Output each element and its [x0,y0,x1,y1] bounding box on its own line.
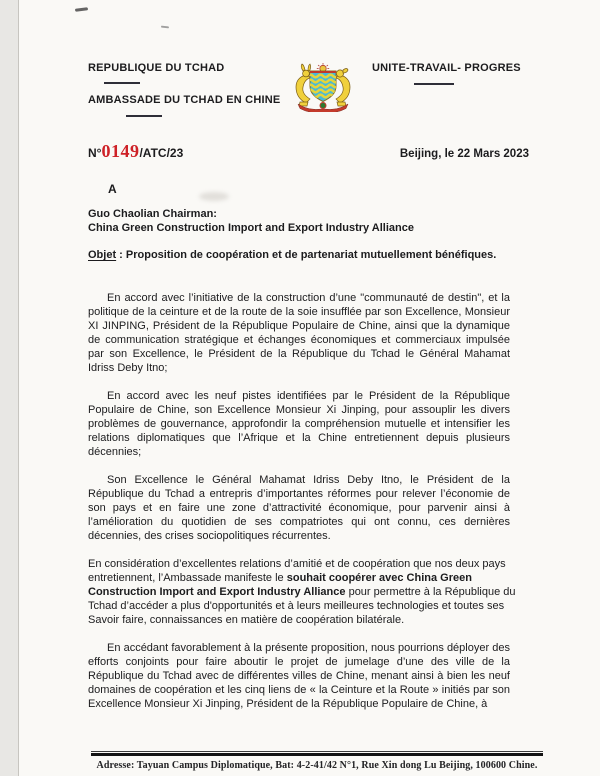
embassy-name: AMBASSADE DU TCHAD EN CHINE [88,94,281,106]
letter-body [88,291,516,711]
footer-rule-thin [91,751,543,752]
wavy-shield [308,71,338,102]
divider [414,83,454,85]
paragraph-4-bold: souhait coopérer avec China Green Construction Import and Export Industry Alliance [88,572,472,598]
letterhead-left [88,62,284,117]
paragraph-2: En accord avec les neuf pistes identifiées par le Président de la République Populaire de Chine, son Excellence Monsieur Xi Jinping, pour assouplir les divers problèmes de gouvernance, approfondir la compréhension mutuelle et intensifier les relations diplomatiques que l’Afrique et la Chine entretiennent depuis plusieurs décennies; [88,390,510,458]
paragraph-4-pre: En considération d’excellentes relations d’amitié et de coopération que nos deux pays entretiennent, l’Ambassade manifeste le [88,558,506,584]
ref-number-red: 0149 [101,141,140,161]
subject-separator: : [116,249,126,261]
paragraph-4-post: pour permettre à la République du Tchad d’accéder a plus d'opportunités et à leurs meilleures technologies et toutes ses Savoir faire, connaissances en matière de coopération bilatérale. [88,586,516,626]
lion-supporter [336,69,350,107]
scan-artifact-speck [161,26,169,29]
addressee-block [88,207,600,235]
letterhead [88,62,600,117]
scan-artifact-smudge [199,192,229,201]
divider [104,82,140,84]
paragraph-1: En accord avec l’initiative de la construction d’une "communauté de destin", et la politique de la ceinture et de la route de la soie insufflée par son Excellence, Monsieur XI JINPING, Président de la République Populaire de Chine, ainsi que la dynamique de communication stratégique et échanges économiques et commerciaux impulsée par son Excellence, le Président de la République du Tchad le Général Mahamat Idriss Deby Itno; [88,292,510,374]
country-name: REPUBLIQUE DU TCHAD [88,62,225,74]
paragraph-3: Son Excellence le Général Mahamat Idriss Deby Itno, le Président de la République du Tchad a entrepris d’importantes réformes pour relever l’économie de son pays et en faire une zone d’attractivité économique, pour parvenir ainsi à l’amélioration du quotidien de ses compatriotes qui ont connu, ces dernières décennies, des crises sociopolitiques récurrentes. [88,474,510,542]
chad-coat-of-arms-icon [286,62,360,112]
reference-line [88,141,529,162]
letter-page [18,0,600,776]
ref-suffix: /ATC/23 [139,146,184,160]
subject-label: Objet [88,249,117,261]
goat-supporter [296,64,311,106]
scan-artifact-speck [75,7,88,12]
dateline: Beijing, le 22 Mars 2023 [399,148,529,160]
ref-prefix: N° [88,146,102,160]
sun-crest [317,63,329,72]
footer-address: Adresse: Tayuan Campus Diplomatique, Bat: 4-2-41/42 N°1, Rue Xin dong Lu Beijing, 100600 Chine. [96,760,538,771]
paragraph-5: En accédant favorablement à la présente proposition, nous pourrions déployer des efforts conjoints pour faire aboutir le projet de jumelage d’une des ville de la République du Tchad avec de différentes villes de Chine, menant ainsi à bien les neuf domaines de coopération et les cinq liens de « la Ceinture et la Route » initiés par son Excellence Monsieur Xi Jinping, Président de la République Populaire de Chine, à [88,642,510,710]
letterhead-right [372,62,521,85]
divider [126,115,162,117]
addressee-name: Guo Chaolian Chairman: [88,208,217,220]
reference-number [88,141,183,162]
subject-line [88,248,535,262]
addressee-organization: China Green Construction Import and Export Industry Alliance [88,222,414,234]
page-footer [91,751,543,771]
subject-text: Proposition de coopération et de partenariat mutuellement bénéfiques. [125,249,497,261]
national-motto: UNITE-TRAVAIL- PROGRES [372,62,521,74]
salutation: A [108,182,117,196]
footer-rule-thick [91,753,543,756]
paragraph-4 [88,557,525,627]
